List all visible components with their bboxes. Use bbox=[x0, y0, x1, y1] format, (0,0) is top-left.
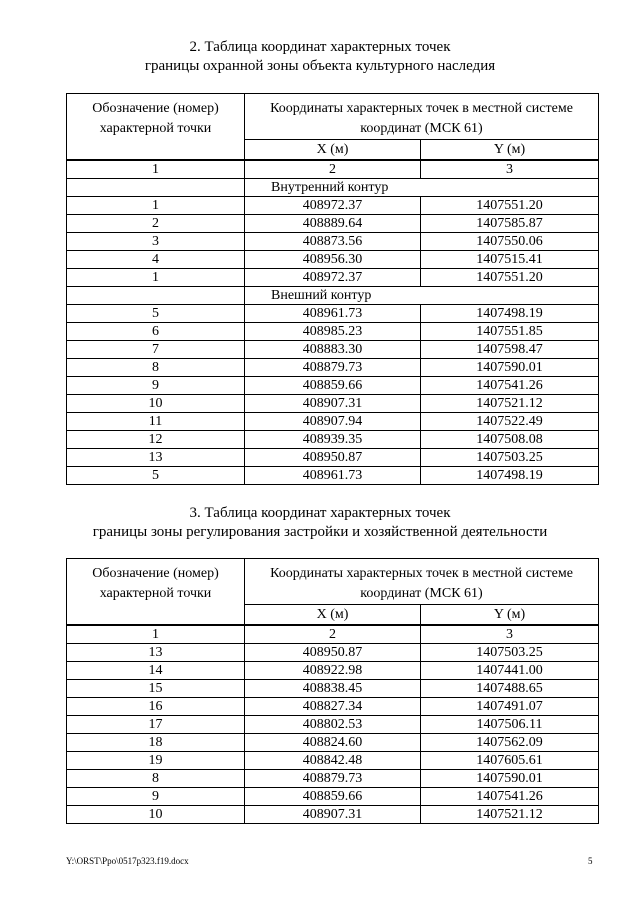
x-coordinate-cell: 408873.56 bbox=[245, 233, 421, 251]
header-coords-label: Координаты характерных точек в местной системе координат (МСК 61) bbox=[245, 94, 599, 140]
y-coordinate-cell: 1407515.41 bbox=[421, 251, 599, 269]
x-coordinate-cell: 408922.98 bbox=[245, 662, 421, 680]
header-point-label: Обозначение (номер) характерной точки bbox=[67, 559, 245, 626]
x-coordinate-cell: 408907.31 bbox=[245, 395, 421, 413]
table-row bbox=[67, 305, 599, 323]
x-coordinate-cell: 408859.66 bbox=[245, 377, 421, 395]
point-number-cell: 1 bbox=[67, 269, 245, 287]
table-row bbox=[67, 233, 599, 251]
column-number-row bbox=[67, 625, 599, 644]
y-coordinate-cell: 1407441.00 bbox=[421, 662, 599, 680]
table2-title-line1: 2. Таблица координат характерных точек bbox=[189, 39, 451, 55]
table-row bbox=[67, 341, 599, 359]
table-row bbox=[67, 413, 599, 431]
x-coordinate-cell: 408883.30 bbox=[245, 341, 421, 359]
x-coordinate-cell: 408939.35 bbox=[245, 431, 421, 449]
table-row bbox=[67, 323, 599, 341]
header-y-label: Y (м) bbox=[421, 140, 599, 161]
table-row bbox=[67, 770, 599, 788]
x-coordinate-cell: 408879.73 bbox=[245, 359, 421, 377]
point-number-cell: 5 bbox=[67, 467, 245, 485]
point-number-cell: 2 bbox=[67, 215, 245, 233]
x-coordinate-cell: 408907.94 bbox=[245, 413, 421, 431]
table2-title-line2: границы охранной зоны объекта культурного наследия bbox=[144, 58, 496, 74]
x-coordinate-cell: 408956.30 bbox=[245, 251, 421, 269]
point-number-cell: 15 bbox=[67, 680, 245, 698]
table-row bbox=[67, 449, 599, 467]
table-row bbox=[67, 251, 599, 269]
section-title: Внутренний контур bbox=[245, 179, 599, 197]
x-coordinate-cell: 408950.87 bbox=[245, 644, 421, 662]
table-row bbox=[67, 197, 599, 215]
y-coordinate-cell: 1407541.26 bbox=[421, 377, 599, 395]
y-coordinate-cell: 1407541.26 bbox=[421, 788, 599, 806]
table-row bbox=[67, 716, 599, 734]
y-coordinate-cell: 1407605.61 bbox=[421, 752, 599, 770]
x-coordinate-cell: 408907.31 bbox=[245, 806, 421, 824]
table3-body bbox=[67, 625, 599, 824]
x-coordinate-cell: 408842.48 bbox=[245, 752, 421, 770]
y-coordinate-cell: 1407506.11 bbox=[421, 716, 599, 734]
x-coordinate-cell: 408802.53 bbox=[245, 716, 421, 734]
x-coordinate-cell: 408950.87 bbox=[245, 449, 421, 467]
table-row bbox=[67, 431, 599, 449]
header-y-label: Y (м) bbox=[421, 605, 599, 626]
table-row bbox=[67, 467, 599, 485]
y-coordinate-cell: 1407488.65 bbox=[421, 680, 599, 698]
table3-title bbox=[0, 504, 640, 542]
table2-body bbox=[67, 160, 599, 485]
y-coordinate-cell: 1407551.85 bbox=[421, 323, 599, 341]
point-number-cell: 8 bbox=[67, 359, 245, 377]
y-coordinate-cell: 1407550.06 bbox=[421, 233, 599, 251]
point-number-cell: 13 bbox=[67, 449, 245, 467]
x-coordinate-cell: 408879.73 bbox=[245, 770, 421, 788]
table-row bbox=[67, 788, 599, 806]
point-number-cell: 19 bbox=[67, 752, 245, 770]
point-number-cell: 3 bbox=[67, 233, 245, 251]
y-coordinate-cell: 1407491.07 bbox=[421, 698, 599, 716]
x-coordinate-cell: 408961.73 bbox=[245, 467, 421, 485]
table2-title bbox=[0, 38, 640, 76]
y-coordinate-cell: 1407522.49 bbox=[421, 413, 599, 431]
footer-page-number: 5 bbox=[588, 856, 593, 866]
table-row bbox=[67, 377, 599, 395]
table-row bbox=[67, 359, 599, 377]
x-coordinate-cell: 2 bbox=[245, 625, 421, 644]
x-coordinate-cell: 408838.45 bbox=[245, 680, 421, 698]
table-row bbox=[67, 662, 599, 680]
point-number-cell: 1 bbox=[67, 197, 245, 215]
y-coordinate-cell: 1407551.20 bbox=[421, 269, 599, 287]
y-coordinate-cell: 1407598.47 bbox=[421, 341, 599, 359]
header-point-label: Обозначение (номер) характерной точки bbox=[67, 94, 245, 161]
x-coordinate-cell: 2 bbox=[245, 160, 421, 179]
header-x-label: X (м) bbox=[245, 605, 421, 626]
x-coordinate-cell: 408824.60 bbox=[245, 734, 421, 752]
y-coordinate-cell: 1407503.25 bbox=[421, 449, 599, 467]
y-coordinate-cell: 1407590.01 bbox=[421, 359, 599, 377]
point-number-cell: 10 bbox=[67, 806, 245, 824]
x-coordinate-cell: 408972.37 bbox=[245, 269, 421, 287]
y-coordinate-cell: 1407551.20 bbox=[421, 197, 599, 215]
x-coordinate-cell: 408961.73 bbox=[245, 305, 421, 323]
point-number-cell: 14 bbox=[67, 662, 245, 680]
y-coordinate-cell: 1407585.87 bbox=[421, 215, 599, 233]
point-number-cell: 13 bbox=[67, 644, 245, 662]
point-number-cell: 9 bbox=[67, 377, 245, 395]
table-row bbox=[67, 395, 599, 413]
point-number-cell: 1 bbox=[67, 625, 245, 644]
table-row bbox=[67, 644, 599, 662]
point-number-cell: 6 bbox=[67, 323, 245, 341]
point-number-cell: 11 bbox=[67, 413, 245, 431]
header-x-label: X (м) bbox=[245, 140, 421, 161]
table3-title-line1: 3. Таблица координат характерных точек bbox=[189, 505, 451, 521]
table-row bbox=[67, 215, 599, 233]
section-title: Внешний контур bbox=[245, 287, 599, 305]
y-coordinate-cell: 1407521.12 bbox=[421, 806, 599, 824]
x-coordinate-cell: 408985.23 bbox=[245, 323, 421, 341]
y-coordinate-cell: 1407521.12 bbox=[421, 395, 599, 413]
footer-file-path: Y:\ORST\Рро\0517p323.f19.docx bbox=[66, 856, 189, 866]
y-coordinate-cell: 1407498.19 bbox=[421, 467, 599, 485]
y-coordinate-cell: 3 bbox=[421, 160, 599, 179]
table-row bbox=[67, 698, 599, 716]
table-row bbox=[67, 806, 599, 824]
table-row bbox=[67, 269, 599, 287]
column-number-row bbox=[67, 160, 599, 179]
table3-title-line2: границы зоны регулирования застройки и хозяйственной деятельности bbox=[92, 524, 548, 540]
table3-coordinates bbox=[66, 558, 599, 824]
section-row bbox=[67, 179, 599, 197]
x-coordinate-cell: 408827.34 bbox=[245, 698, 421, 716]
point-number-cell: 7 bbox=[67, 341, 245, 359]
table-row bbox=[67, 734, 599, 752]
y-coordinate-cell: 1407503.25 bbox=[421, 644, 599, 662]
point-number-cell: 9 bbox=[67, 788, 245, 806]
y-coordinate-cell: 1407562.09 bbox=[421, 734, 599, 752]
point-number-cell: 18 bbox=[67, 734, 245, 752]
header-coords-label: Координаты характерных точек в местной системе координат (МСК 61) bbox=[245, 559, 599, 605]
section-row bbox=[67, 287, 599, 305]
table-row bbox=[67, 680, 599, 698]
table2-coordinates bbox=[66, 93, 599, 485]
y-coordinate-cell: 1407590.01 bbox=[421, 770, 599, 788]
y-coordinate-cell: 1407498.19 bbox=[421, 305, 599, 323]
point-number-cell: 1 bbox=[67, 160, 245, 179]
table-row bbox=[67, 752, 599, 770]
point-number-cell: 10 bbox=[67, 395, 245, 413]
point-number-cell: 4 bbox=[67, 251, 245, 269]
point-number-cell: 8 bbox=[67, 770, 245, 788]
x-coordinate-cell: 408859.66 bbox=[245, 788, 421, 806]
x-coordinate-cell: 408972.37 bbox=[245, 197, 421, 215]
x-coordinate-cell: 408889.64 bbox=[245, 215, 421, 233]
section-empty-cell bbox=[67, 287, 245, 305]
point-number-cell: 17 bbox=[67, 716, 245, 734]
y-coordinate-cell: 1407508.08 bbox=[421, 431, 599, 449]
point-number-cell: 5 bbox=[67, 305, 245, 323]
point-number-cell: 12 bbox=[67, 431, 245, 449]
y-coordinate-cell: 3 bbox=[421, 625, 599, 644]
section-empty-cell bbox=[67, 179, 245, 197]
point-number-cell: 16 bbox=[67, 698, 245, 716]
